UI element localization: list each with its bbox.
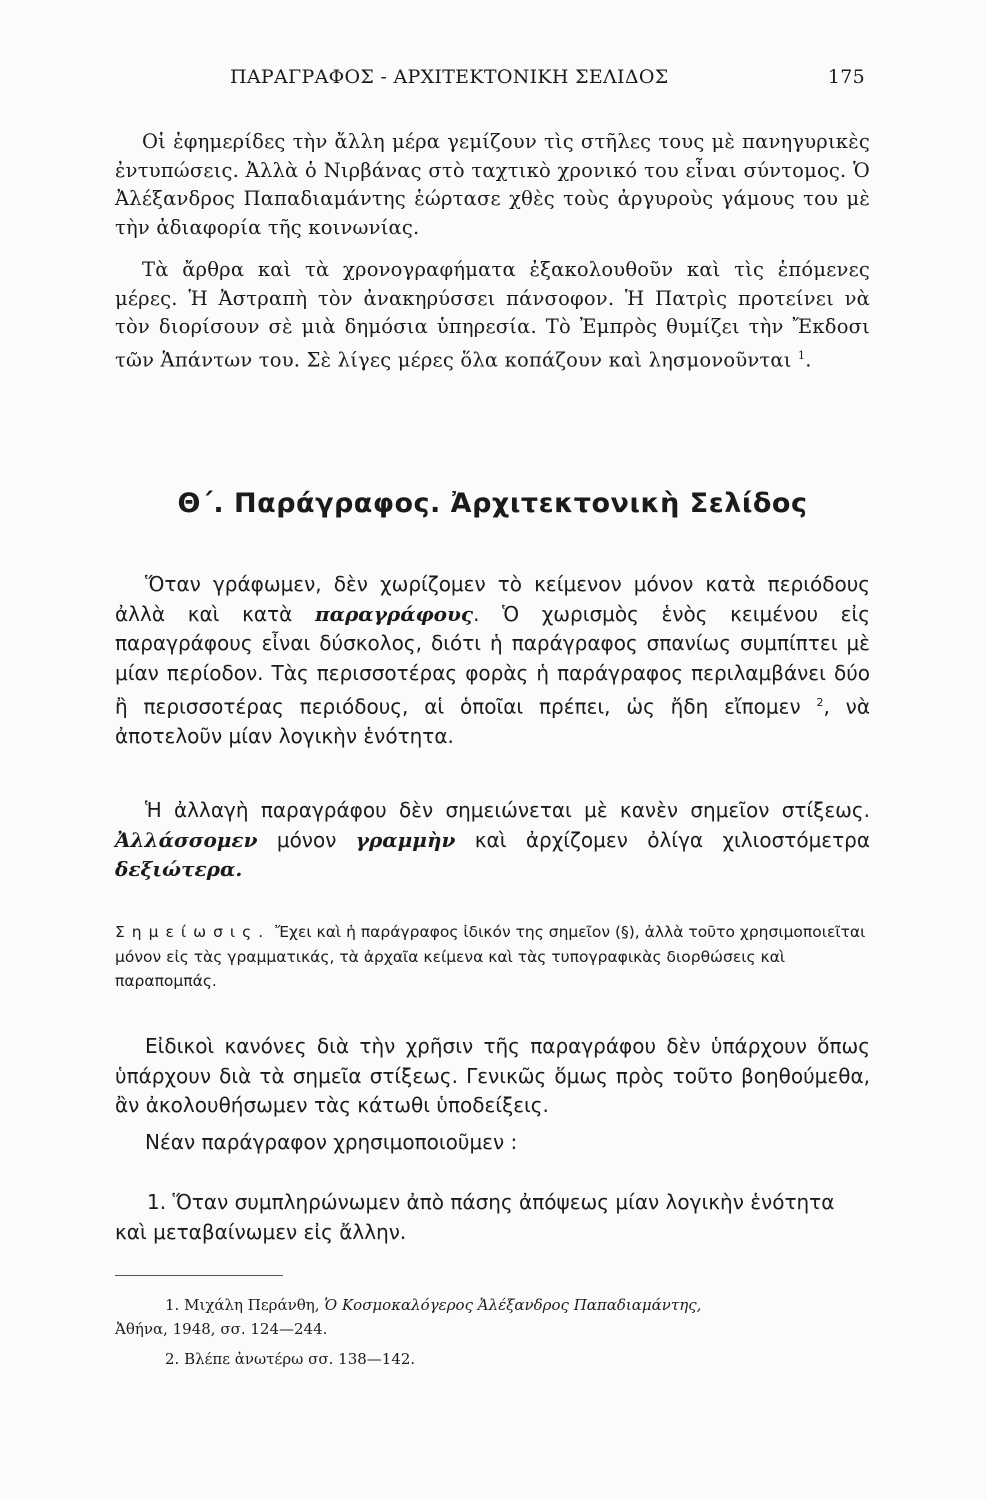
p4-text-a: Ἡ ἀλλαγὴ παραγράφου δὲν σημειώνεται μὲ κανὲν σημεῖον στίξεως. <box>145 798 870 822</box>
list-item: 1. Ὅταν συμπληρώνωμεν ἀπὸ πάσης ἀπόψεως μίαν λογικὴν ἑνότητα καὶ μεταβαίνωμεν εἰς ἄλλην. <box>115 1190 835 1244</box>
p3-text-a: Ὅταν γράφωμεν, δὲν χωρίζομεν τὸ κείμενον μόνον κατὰ περιόδους ἀλλὰ καὶ κατὰ <box>115 572 870 626</box>
note-label: Σημείωσις. <box>115 923 271 941</box>
footnote-1-author: 1. Μιχάλη Περάνθη, <box>165 1296 320 1314</box>
paragraph-paragraphing <box>115 570 870 752</box>
p3-emphasis: παραγράφους <box>314 601 474 626</box>
paragraph-newspapers: Οἱ ἐφημερίδες τὴν ἄλλη μέρα γεμίζουν τὶς στῆλες τους μὲ πανηγυρικὲς ἐντυπώσεις. Ἀλλὰ ὁ Νιρβάνας στὸ ταχτικὸ χρονικό του εἶναι σύντομος. Ὁ Ἀλέξανδρος Παπαδιαμάντης ἑώρτασε χθὲς τοὺς ἀργυροὺς γάμους του μὲ τὴν ἀδιαφορία τῆς κοινωνίας. <box>115 130 870 239</box>
footnote-ref-1: 1 <box>798 348 806 362</box>
footnote-1-pub: Ἀθήνα, 1948, σσ. 124—244. <box>115 1320 328 1338</box>
paragraph-articles <box>115 256 870 375</box>
running-title: ΠΑΡΑΓΡΑΦΟΣ - ΑΡΧΙΤΕΚΤΟΝΙΚΗ ΣΕΛΙΔΟΣ <box>230 66 669 88</box>
paragraph-rules: Εἰδικοὶ κανόνες διὰ τὴν χρῆσιν τῆς παραγράφου δὲν ὑπάρχουν ὅπως ὑπάρχουν διὰ τὰ σημεῖα στίξεως. Γενικῶς ὅμως πρὸς τοῦτο βοηθούμεθα, ἂν ἀκολουθήσωμεν τὰς κάτωθι ὑποδείξεις. <box>115 1034 870 1117</box>
footnote-ref-2: 2 <box>816 696 824 709</box>
p4-text-c: καὶ ἀρχίζομεν ὀλίγα χιλιοστόμετρα <box>474 827 871 852</box>
note-block <box>115 920 870 994</box>
p4-emphasis-1: Ἀλλάσσομεν <box>115 827 258 852</box>
p4-emphasis-2: γραμμὴν <box>355 827 456 852</box>
section-heading: Θ΄. Παράγραφος. Ἀρχιτεκτονικὴ Σελίδος <box>177 488 808 519</box>
footnote-1 <box>115 1293 870 1341</box>
page-number: 175 <box>827 66 865 88</box>
paragraph-change <box>115 796 870 885</box>
footnote-1-title: Ὁ Κοσμοκαλόγερος Ἀλέξανδρος Παπαδιαμάντης, <box>324 1296 702 1314</box>
p4-text-b: μόνον <box>276 827 337 852</box>
note-text: Ἔχει καὶ ἡ παράγραφος ἰδικόν της σημεῖον (§), ἀλλὰ τοῦτο χρησιμοποιεῖται μόνον εἰς τὰς γραμματικάς, τὰ ἀρχαῖα κείμενα καὶ τὰς τυπογραφικὰς διορθώσεις καὶ παραπομπάς. <box>115 923 866 990</box>
paragraph-new-paragraph: Νέαν παράγραφον χρησιμοποιοῦμεν : <box>145 1130 518 1154</box>
paragraph-articles-end: . <box>805 348 812 371</box>
p4-emphasis-3: δεξιώτερα. <box>115 857 243 881</box>
p3-text-b: . Ὁ χωρισμὸς ἑνὸς κειμένου εἰς παραγράφους εἶναι δύσκολος, διότι ἡ παράγραφος σπανίως συμπίπτει μὲ μίαν περίοδον. Τὰς περισσοτέρας φορὰς ἡ παράγραφος περιλαμβάνει δύο ἢ περισσοτέρας περιόδους, αἱ ὁποῖαι πρέπει, ὡς ἤδη εἴπομεν <box>115 601 871 719</box>
running-header <box>230 66 865 94</box>
paragraph-articles-text: Τὰ ἄρθρα καὶ τὰ χρονογραφήματα ἐξακολουθοῦν καὶ τὶς ἑπόμενες μέρες. Ἡ Ἀστραπὴ τὸν ἀνακηρύσσει πάνσοφον. Ἡ Πατρὶς προτείνει νὰ τὸν διορίσουν σὲ μιὰ δημόσια ὑπηρεσία. Τὸ Ἐμπρὸς θυμίζει τὴν Ἔκδοσι τῶν Ἁπάντων του. Σὲ λίγες μέρες ὅλα κοπάζουν καὶ λησμονοῦνται <box>115 258 870 371</box>
footnote-2: 2. Βλέπε ἀνωτέρω σσ. 138—142. <box>165 1350 416 1368</box>
footnote-divider <box>115 1275 283 1276</box>
p3-text-c: , νὰ ἀποτελοῦν μίαν λογικὴν ἑνότητα. <box>115 694 870 749</box>
